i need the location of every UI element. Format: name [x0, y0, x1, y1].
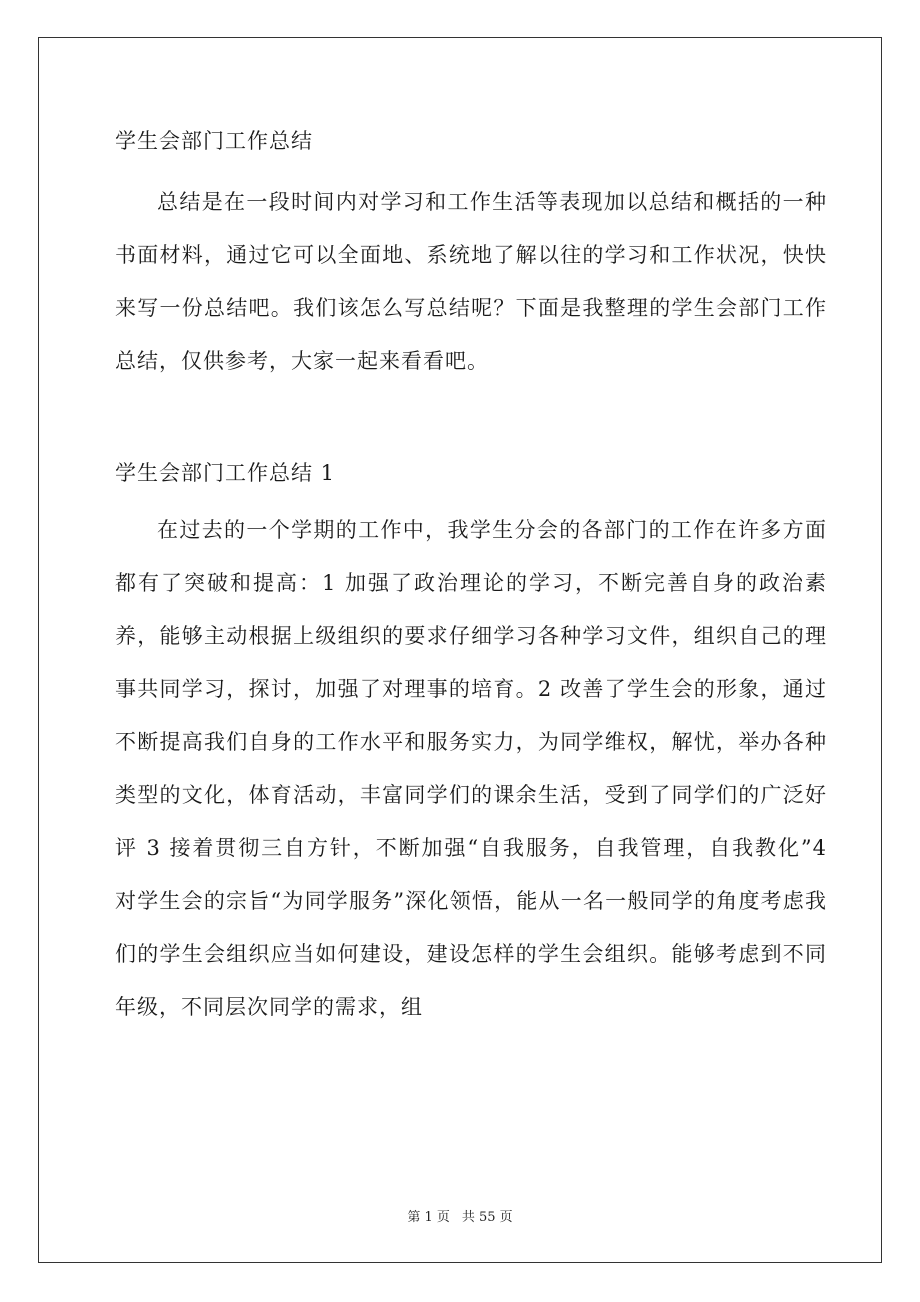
document-body: [115, 118, 827, 1034]
section-title: 学生会部门工作总结 1: [115, 461, 336, 485]
page-total: 共 55 页: [461, 1210, 513, 1225]
intro-paragraph: 总结是在一段时间内对学习和工作生活等表现加以总结和概括的一种书面材料，通过它可以全面地、系统地了解以往的学习和工作状况，快快来写一份总结吧。我们该怎么写总结呢？下面是我整理的学生会部门工作总结，仅供参考，大家一起来看看吧。: [115, 190, 827, 373]
section-paragraph: 在过去的一个学期的工作中，我学生分会的各部门的工作在许多方面都有了突破和提高：1 加强了政治理论的学习，不断完善自身的政治素养，能够主动根据上级组织的要求仔细学习各种学习文件，组织自己的理事共同学习，探讨，加强了对理事的培育。2 改善了学生会的形象，通过不断提高我们自身的工作水平和服务实力，为同学维权，解忧，举办各种类型的文化，体育活动，丰富同学们的课余生活，受到了同学们的广泛好评 3 接着贯彻三自方针，不断加强“自我服务，自我管理，自我教化”4 对学生会的宗旨“为同学服务”深化领悟，能从一名一般同学的角度考虑我们的学生会组织应当如何建设，建设怎样的学生会组织。能够考虑到不同年级，不同层次同学的需求，组: [115, 518, 827, 1019]
page-footer: [0, 1206, 920, 1225]
page-number: 第 1 页: [407, 1210, 450, 1225]
document-title: 学生会部门工作总结: [115, 129, 313, 153]
